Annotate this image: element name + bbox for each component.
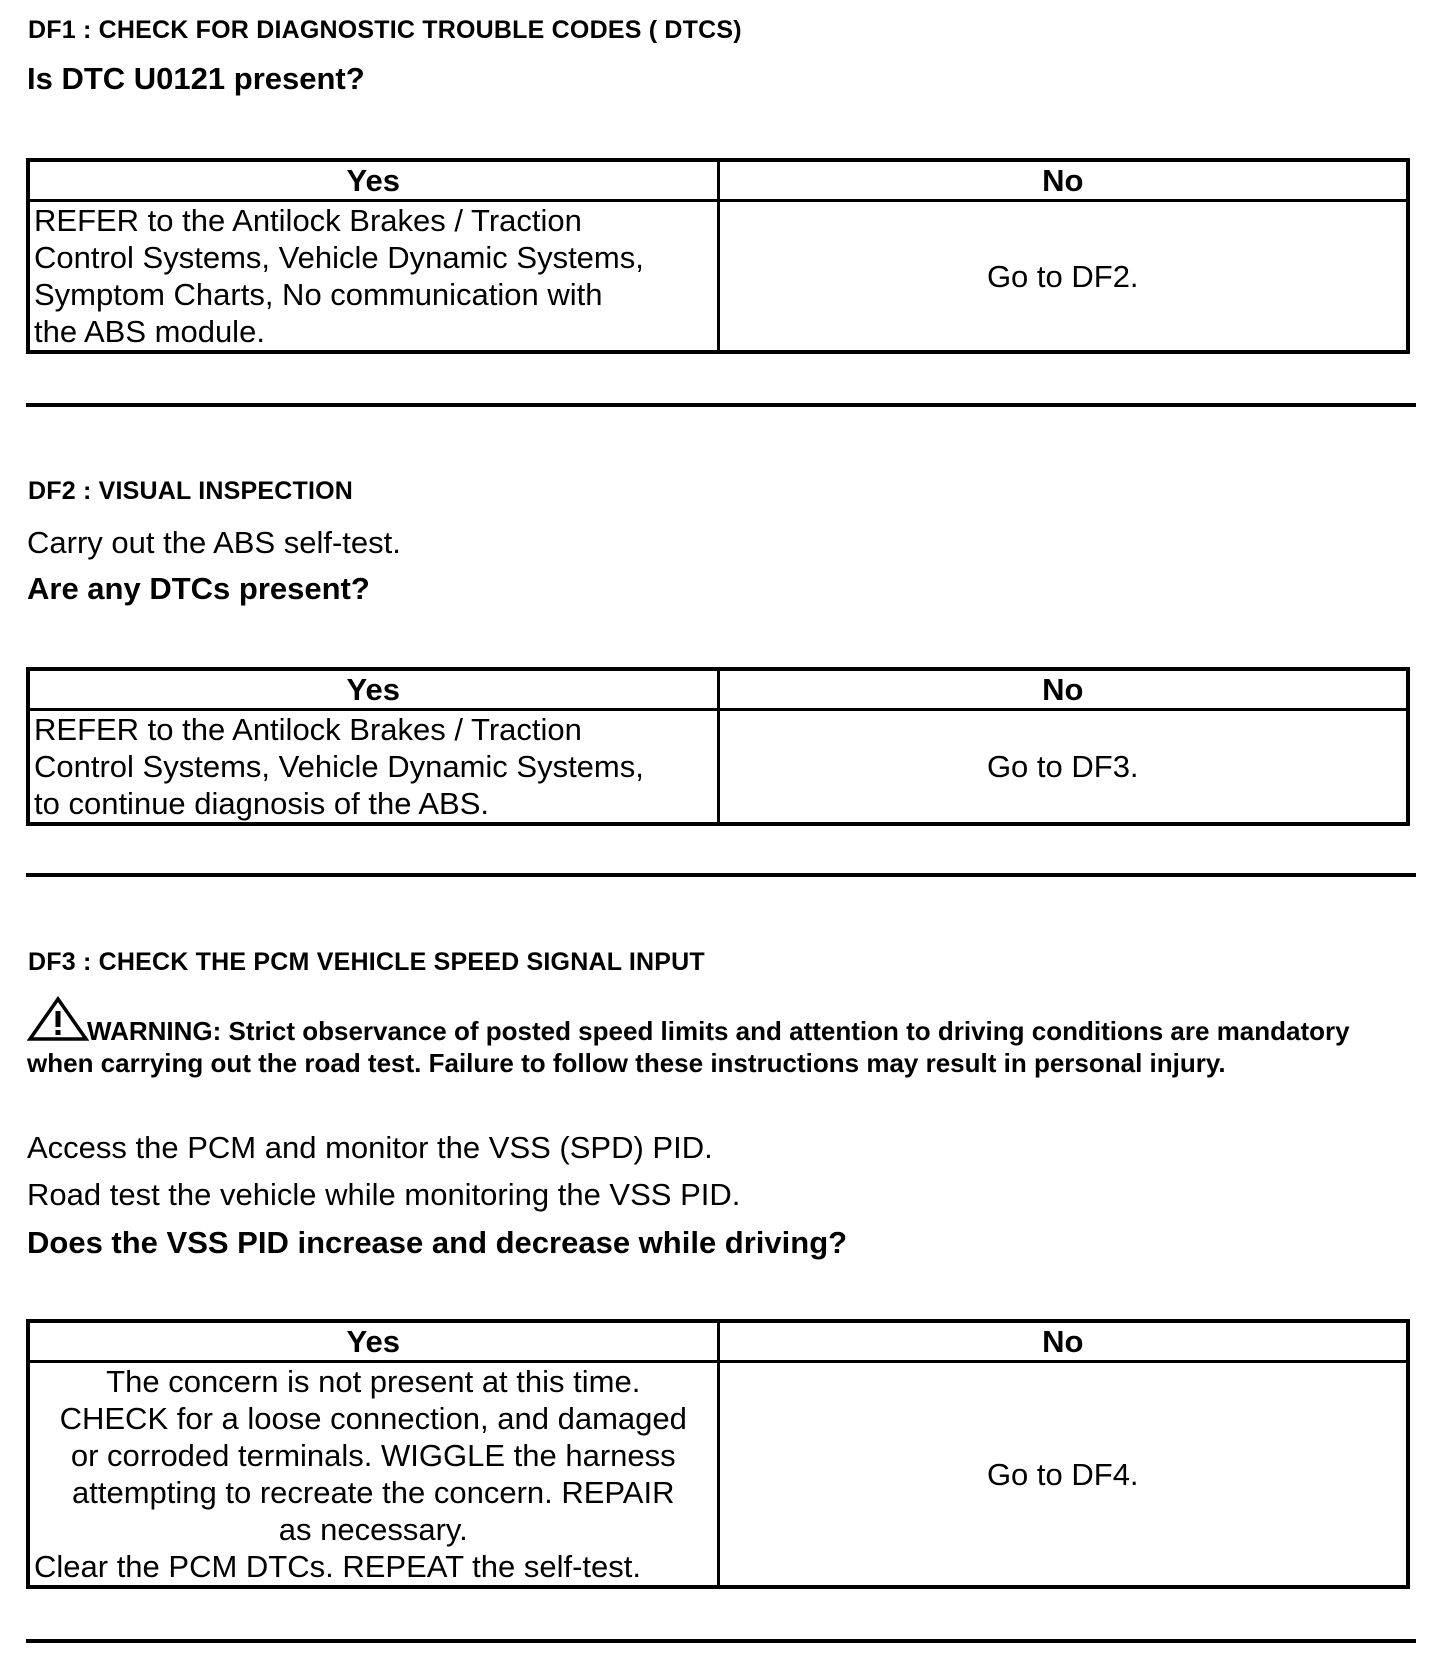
df1-no-action: Go to DF2.: [718, 201, 1408, 353]
df2-table-row: [28, 710, 1408, 825]
df2-no-action: Go to DF3.: [718, 710, 1408, 825]
df1-title: DF1 : CHECK FOR DIAGNOSTIC TROUBLE CODES ( DTCS): [28, 16, 742, 44]
df2-table-header-row: [28, 669, 1408, 710]
df2-yes-header: Yes: [28, 669, 718, 710]
df3-yes-text-last: Clear the PCM DTCs. REPEAT the self-test.: [34, 1549, 641, 1584]
df3-yes-text-main: The concern is not present at this time. CHECK for a loose connection, and damaged or corroded terminals. WIGGLE the harness attempting to recreate the concern. REPAIR as necessary.: [59, 1364, 687, 1547]
df3-instruction-1: Access the PCM and monitor the VSS (SPD) PID.: [27, 1130, 713, 1165]
df2-yes-action: REFER to the Antilock Brakes / Traction Control Systems, Vehicle Dynamic Systems, to continue diagnosis of the ABS.: [28, 710, 718, 825]
df3-table-row: [28, 1362, 1408, 1588]
section-divider: [26, 1639, 1416, 1643]
df1-no-header: No: [718, 160, 1408, 201]
df3-table-header-row: [28, 1321, 1408, 1362]
df3-table: [26, 1319, 1410, 1589]
df3-warning: [27, 996, 1407, 1079]
df3-no-header: No: [718, 1321, 1408, 1362]
df1-yes-header: Yes: [28, 160, 718, 201]
section-divider: [26, 873, 1416, 877]
section-divider: [26, 403, 1416, 407]
df2-no-header: No: [718, 669, 1408, 710]
df3-question: Does the VSS PID increase and decrease while driving?: [27, 1225, 848, 1260]
df1-yes-action: REFER to the Antilock Brakes / Traction Control Systems, Vehicle Dynamic Systems, Symptom Charts, No communication with the ABS module.: [28, 201, 718, 353]
df2-question: Are any DTCs present?: [27, 571, 370, 606]
df3-instruction-2: Road test the vehicle while monitoring the VSS PID.: [27, 1177, 741, 1212]
df3-warning-text: WARNING: Strict observance of posted speed limits and attention to driving conditions are mandatory when carrying out the road test. Failure to follow these instructions may result in personal injury.: [27, 1016, 1350, 1078]
df1-table-header-row: [28, 160, 1408, 201]
df1-question: Is DTC U0121 present?: [27, 61, 365, 96]
warning-triangle-icon: [27, 996, 89, 1042]
df3-title: DF3 : CHECK THE PCM VEHICLE SPEED SIGNAL INPUT: [28, 948, 705, 976]
df1-table-row: [28, 201, 1408, 353]
df1-table: [26, 158, 1410, 354]
df3-yes-header: Yes: [28, 1321, 718, 1362]
df3-no-action: Go to DF4.: [718, 1362, 1408, 1588]
df2-title: DF2 : VISUAL INSPECTION: [28, 477, 354, 505]
df2-instruction: Carry out the ABS self-test.: [27, 525, 401, 560]
df3-yes-action: [28, 1362, 718, 1588]
df2-table: [26, 667, 1410, 826]
